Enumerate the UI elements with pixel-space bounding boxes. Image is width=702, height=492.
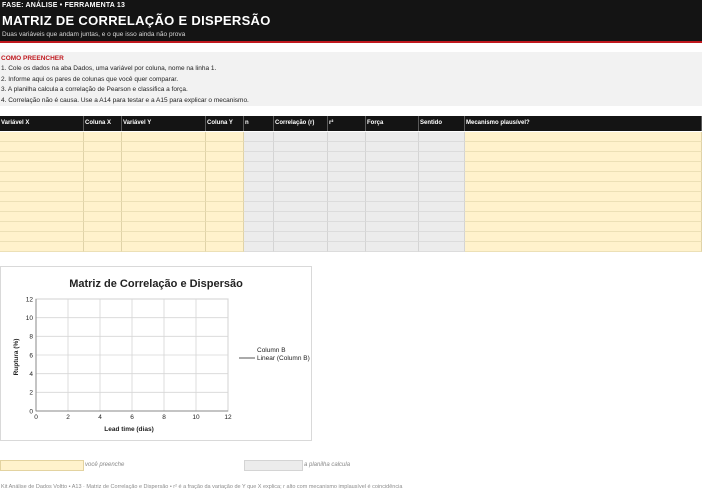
legend-series-linear: Linear (Column B) <box>257 355 310 362</box>
calculated-cell <box>274 222 328 232</box>
input-cell[interactable] <box>465 232 702 242</box>
calculated-cell <box>328 222 366 232</box>
y-tick-label: 2 <box>29 389 33 397</box>
column-header[interactable]: Variável X <box>0 116 84 131</box>
calculated-cell <box>419 222 465 232</box>
input-cell[interactable] <box>465 142 702 152</box>
instruction-step: 3. A planilha calcula a correlação de Pearson e classifica a força. <box>1 86 188 93</box>
x-tick-label: 10 <box>192 414 200 421</box>
x-tick-label: 2 <box>66 414 70 421</box>
input-cell[interactable] <box>0 172 84 182</box>
input-cell[interactable] <box>122 242 206 252</box>
input-cell[interactable] <box>0 242 84 252</box>
calculated-cell <box>366 222 419 232</box>
input-cell[interactable] <box>0 182 84 192</box>
calc-legend-label: a planilha calcula <box>304 462 351 468</box>
calculated-cell <box>274 242 328 252</box>
calculated-cell <box>366 172 419 182</box>
calculated-cell <box>274 172 328 182</box>
calculated-cell <box>366 182 419 192</box>
input-cell[interactable] <box>465 152 702 162</box>
scatter-chart-svg <box>1 267 313 442</box>
input-cell[interactable] <box>206 132 244 142</box>
input-cell[interactable] <box>465 132 702 142</box>
input-cell[interactable] <box>122 212 206 222</box>
calculated-cell <box>419 142 465 152</box>
y-tick-label: 8 <box>29 333 33 341</box>
input-cell[interactable] <box>465 172 702 182</box>
instructions-heading: COMO PREENCHER <box>1 55 64 62</box>
input-cell[interactable] <box>84 242 122 252</box>
input-cell[interactable] <box>206 142 244 152</box>
input-cell[interactable] <box>0 222 84 232</box>
input-cell[interactable] <box>122 182 206 192</box>
input-cell[interactable] <box>206 172 244 182</box>
input-cell[interactable] <box>84 172 122 182</box>
calculated-cell <box>419 232 465 242</box>
input-cell[interactable] <box>84 222 122 232</box>
calculated-cell <box>366 212 419 222</box>
x-tick-label: 6 <box>130 414 134 421</box>
column-header[interactable]: Variável Y <box>122 116 206 131</box>
calculated-cell <box>419 172 465 182</box>
input-cell[interactable] <box>84 182 122 192</box>
accent-divider <box>0 41 702 43</box>
calculated-cell <box>419 212 465 222</box>
input-cell[interactable] <box>206 242 244 252</box>
instruction-step: 2. Informe aqui os pares de colunas que você quer comparar. <box>1 75 179 83</box>
calculated-cell <box>244 152 274 162</box>
input-cell[interactable] <box>84 202 122 212</box>
instructions-panel <box>0 52 702 106</box>
input-cell[interactable] <box>0 152 84 162</box>
input-cell[interactable] <box>84 152 122 162</box>
calculated-cell <box>366 162 419 172</box>
input-cell[interactable] <box>206 232 244 242</box>
input-cell[interactable] <box>206 202 244 212</box>
calculated-cell <box>328 162 366 172</box>
input-cell[interactable] <box>122 142 206 152</box>
input-legend-label: você preenche <box>85 462 125 468</box>
instruction-step: 4. Correlação não é causa. Use a A14 para testar e a A15 para explicar o mecanismo. <box>1 96 249 104</box>
calculated-cell <box>419 152 465 162</box>
input-cell[interactable] <box>206 162 244 172</box>
input-cell[interactable] <box>465 222 702 232</box>
plot-area <box>26 296 232 421</box>
calculated-cell <box>274 182 328 192</box>
input-cell[interactable] <box>0 142 84 152</box>
input-cell[interactable] <box>465 192 702 202</box>
input-cell[interactable] <box>122 172 206 182</box>
calculated-cell <box>419 202 465 212</box>
calculated-cell <box>274 212 328 222</box>
calculated-cell <box>366 242 419 252</box>
input-cell[interactable] <box>84 232 122 242</box>
input-cell[interactable] <box>206 192 244 202</box>
calculated-cell <box>244 162 274 172</box>
calculated-cell <box>419 242 465 252</box>
page-subtitle: Duas variáveis que andam juntas, e o que isso ainda não prova <box>2 31 186 38</box>
y-tick-label: 4 <box>29 370 33 378</box>
y-axis-label: Ruptura (%) <box>13 338 20 376</box>
calculated-cell <box>244 222 274 232</box>
y-tick-label: 10 <box>25 314 33 322</box>
calculated-cell <box>274 142 328 152</box>
column-header[interactable]: Sentido <box>419 116 465 131</box>
calculated-cell <box>244 142 274 152</box>
input-cell[interactable] <box>465 162 702 172</box>
column-header[interactable]: n <box>244 116 274 131</box>
calculated-cell <box>244 212 274 222</box>
input-cell[interactable] <box>122 222 206 232</box>
instruction-step: 1. Cole os dados na aba Dados, uma variável por coluna, nome na linha 1. <box>1 65 217 72</box>
column-header[interactable]: Força <box>366 116 419 131</box>
calculated-cell <box>244 172 274 182</box>
input-cell[interactable] <box>122 202 206 212</box>
page-title: MATRIZ DE CORRELAÇÃO E DISPERSÃO <box>2 13 271 28</box>
x-tick-label: 4 <box>98 414 102 421</box>
calculated-cell <box>419 192 465 202</box>
input-cell[interactable] <box>122 192 206 202</box>
calculated-cell <box>366 232 419 242</box>
input-cell[interactable] <box>465 242 702 252</box>
input-cell[interactable] <box>465 182 702 192</box>
calculated-cell <box>366 192 419 202</box>
column-header[interactable]: Correlação (r) <box>274 116 328 131</box>
input-cell[interactable] <box>206 152 244 162</box>
input-cell[interactable] <box>122 132 206 142</box>
input-cell[interactable] <box>0 132 84 142</box>
calculated-cell <box>274 162 328 172</box>
column-header[interactable]: Coluna Y <box>206 116 244 131</box>
x-tick-label: 8 <box>162 414 166 421</box>
input-cell[interactable] <box>0 232 84 242</box>
input-color-swatch <box>0 460 84 471</box>
footer-note: Kit Análise de Dados Voltto • A13 · Matriz de Correlação e Dispersão • r² é a fração da variação de Y que X explica; r alto com mecanismo implausível é coincidência <box>1 484 403 490</box>
input-cell[interactable] <box>206 212 244 222</box>
y-tick-label: 6 <box>29 352 33 360</box>
input-cell[interactable] <box>122 232 206 242</box>
calculated-cell <box>366 202 419 212</box>
calculated-cell <box>274 202 328 212</box>
y-tick-label: 0 <box>29 408 33 416</box>
calculated-cell <box>328 132 366 142</box>
input-cell[interactable] <box>465 212 702 222</box>
calculated-cell <box>244 242 274 252</box>
calculated-cell <box>328 232 366 242</box>
input-cell[interactable] <box>206 222 244 232</box>
calculated-cell <box>366 152 419 162</box>
calculated-cell <box>328 202 366 212</box>
input-cell[interactable] <box>122 162 206 172</box>
input-cell[interactable] <box>84 212 122 222</box>
chart-title: Matriz de Correlação e Dispersão <box>69 278 243 290</box>
calculated-cell <box>419 132 465 142</box>
calculated-cell <box>274 152 328 162</box>
calculated-cell <box>244 182 274 192</box>
calculated-cell <box>328 192 366 202</box>
input-cell[interactable] <box>0 202 84 212</box>
input-cell[interactable] <box>84 162 122 172</box>
input-cell[interactable] <box>84 132 122 142</box>
y-tick-label: 12 <box>25 296 33 304</box>
calculated-cell <box>419 162 465 172</box>
calculated-cell <box>328 172 366 182</box>
input-cell[interactable] <box>206 182 244 192</box>
calculated-cell <box>244 192 274 202</box>
column-header[interactable]: Mecanismo plausível? <box>465 116 702 131</box>
phase-label: FASE: ANÁLISE • FERRAMENTA 13 <box>2 2 126 9</box>
header-banner <box>0 0 702 41</box>
x-tick-label: 12 <box>224 414 232 421</box>
input-cell[interactable] <box>0 162 84 172</box>
input-cell[interactable] <box>122 152 206 162</box>
calculated-cell <box>274 232 328 242</box>
input-cell[interactable] <box>0 192 84 202</box>
input-cell[interactable] <box>84 142 122 152</box>
calculated-cell <box>274 192 328 202</box>
calculated-cell <box>366 132 419 142</box>
calculated-cell <box>328 212 366 222</box>
calculated-cell <box>328 182 366 192</box>
input-cell[interactable] <box>84 192 122 202</box>
column-header[interactable]: r² <box>328 116 366 131</box>
x-axis-label: Lead time (dias) <box>104 426 154 433</box>
calculated-cell <box>328 142 366 152</box>
input-cell[interactable] <box>465 202 702 212</box>
calculated-cell <box>274 132 328 142</box>
input-cell[interactable] <box>0 212 84 222</box>
calculated-cell <box>244 232 274 242</box>
calculated-cell <box>366 142 419 152</box>
x-tick-label: 0 <box>34 414 38 421</box>
calculated-cell <box>328 242 366 252</box>
calc-color-swatch <box>244 460 303 471</box>
calculated-cell <box>328 152 366 162</box>
column-header[interactable]: Coluna X <box>84 116 122 131</box>
calculated-cell <box>419 182 465 192</box>
calculated-cell <box>244 132 274 142</box>
calculated-cell <box>244 202 274 212</box>
legend-series-column-b: Column B <box>257 347 286 354</box>
scatter-chart[interactable] <box>0 266 312 441</box>
